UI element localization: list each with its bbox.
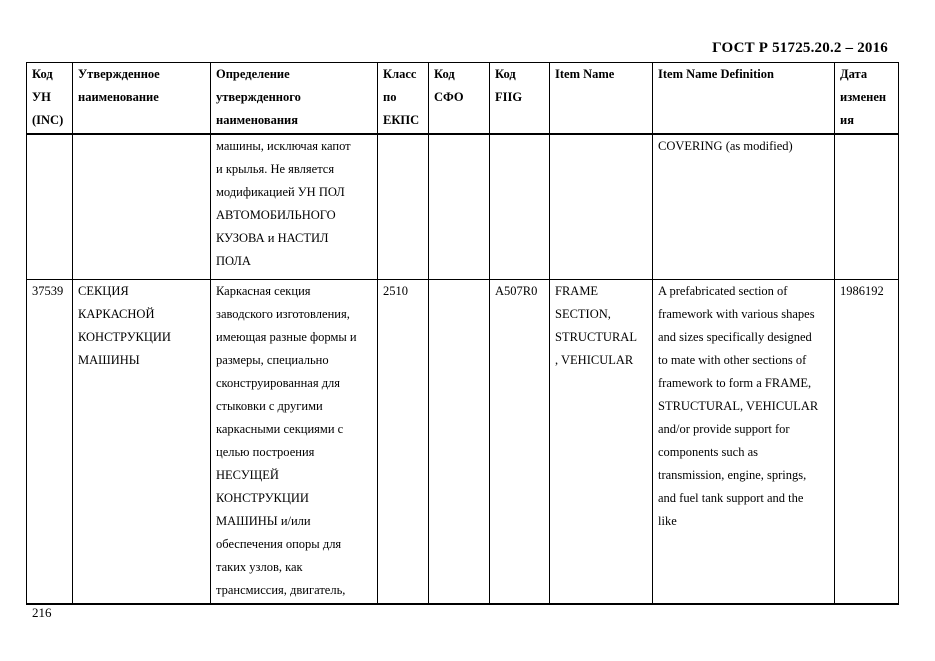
- cell-fiig-code: A507R0: [490, 280, 550, 605]
- cell-change-date: [835, 134, 899, 280]
- column-header-item-name-definition: Item Name Definition: [653, 63, 835, 135]
- column-header-inc: Код УН (INC): [27, 63, 73, 135]
- cell-fiig-code: [490, 134, 550, 280]
- cell-ekps-class: [378, 134, 429, 280]
- cell-item-name-definition: A prefabricated section of framework with various shapes and sizes specifically designed to mate with other sections of framework to form a FRAME, STRUCTURAL, VEHICULAR and/or provide support for components such as transmission, engine, springs, and fuel tank support and the like: [653, 280, 835, 605]
- cell-inc: 37539: [27, 280, 73, 605]
- cell-approved-name: [73, 134, 211, 280]
- cell-item-name-definition: COVERING (as modified): [653, 134, 835, 280]
- cell-approved-name: СЕКЦИЯ КАРКАСНОЙ КОНСТРУКЦИИ МАШИНЫ: [73, 280, 211, 605]
- cell-definition: машины, исключая капот и крылья. Не является модификацией УН ПОЛ АВТОМОБИЛЬНОГО КУЗОВА и НАСТИЛ ПОЛА: [211, 134, 378, 280]
- column-header-item-name: Item Name: [550, 63, 653, 135]
- cell-item-name: [550, 134, 653, 280]
- column-header-ekps-class: Класс по ЕКПС: [378, 63, 429, 135]
- classifier-table: [26, 62, 899, 605]
- column-header-fiig-code: Код FIIG: [490, 63, 550, 135]
- cell-change-date: 1986192: [835, 280, 899, 605]
- table-row: [27, 280, 899, 605]
- cell-inc: [27, 134, 73, 280]
- cell-sfo-code: [429, 134, 490, 280]
- document-header: ГОСТ Р 51725.20.2 – 2016: [712, 40, 888, 56]
- page-number: 216: [32, 605, 52, 620]
- cell-ekps-class: 2510: [378, 280, 429, 605]
- cell-definition: Каркасная секция заводского изготовления, имеющая разные формы и размеры, специально сконструированная для стыковки с другими каркасными секциями с целью построения НЕСУЩЕЙ КОНСТРУКЦИИ МАШИНЫ и/или обеспечения опоры для таких узлов, как трансмиссия, двигатель,: [211, 280, 378, 605]
- column-header-change-date: Дата изменен ия: [835, 63, 899, 135]
- table-header-row: [27, 63, 899, 135]
- table-row: [27, 134, 899, 280]
- cell-sfo-code: [429, 280, 490, 605]
- column-header-sfo-code: Код СФО: [429, 63, 490, 135]
- cell-item-name: FRAME SECTION, STRUCTURAL , VEHICULAR: [550, 280, 653, 605]
- column-header-approved-name: Утвержденное наименование: [73, 63, 211, 135]
- column-header-definition: Определение утвержденного наименования: [211, 63, 378, 135]
